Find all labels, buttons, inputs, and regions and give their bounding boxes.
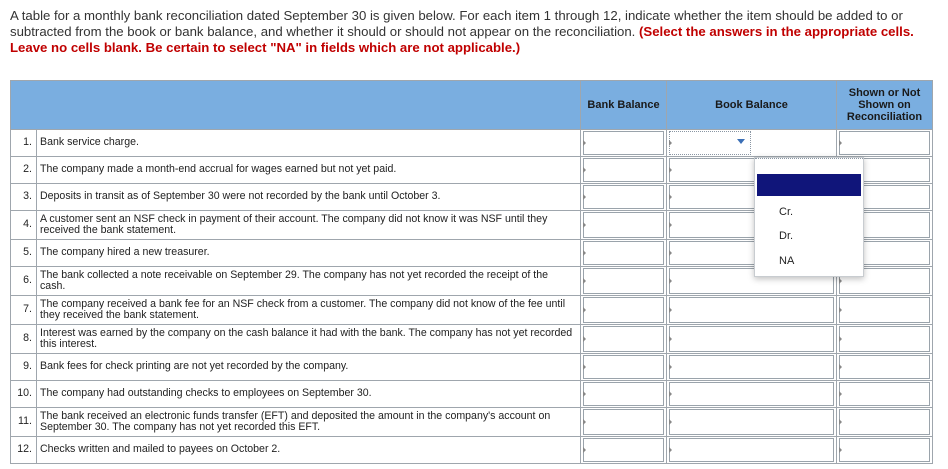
instructions xyxy=(10,8,930,56)
dropdown-border xyxy=(755,158,863,161)
header-shown: Shown or Not Shown on Reconciliation xyxy=(837,81,933,130)
shown-select[interactable] xyxy=(839,438,930,462)
bank-balance-select[interactable] xyxy=(583,185,664,209)
instructions-text: A table for a monthly bank reconciliation dated September 30 is given below. For each item 1 through 12, indicate whether the item should be added to or subtracted from the book or bank balance, and whether it should or should not appear on the reconciliation. xyxy=(10,8,903,39)
item-description: The company made a month-end accrual for wages earned but not yet paid. xyxy=(37,157,581,184)
item-description: Checks written and mailed to payees on October 2. xyxy=(37,437,581,464)
bank-balance-select[interactable] xyxy=(583,438,664,462)
shown-select[interactable] xyxy=(839,382,930,406)
dropdown-option-dr[interactable]: Dr. xyxy=(779,230,794,242)
dropdown-highlighted-option[interactable] xyxy=(757,174,861,196)
item-description: The company hired a new treasurer. xyxy=(37,240,581,267)
bank-balance-select[interactable] xyxy=(583,409,664,435)
bank-balance-select[interactable] xyxy=(583,326,664,352)
book-balance-select[interactable] xyxy=(669,382,834,406)
header-bank-balance: Bank Balance xyxy=(581,81,667,130)
dropdown-menu xyxy=(754,157,864,277)
book-balance-select[interactable] xyxy=(669,326,834,352)
item-number: 1. xyxy=(11,130,37,157)
header-blank xyxy=(11,81,581,130)
item-number: 8. xyxy=(11,325,37,354)
book-balance-select[interactable] xyxy=(669,355,834,379)
chevron-down-icon[interactable] xyxy=(737,139,745,144)
bank-balance-select[interactable] xyxy=(583,131,664,155)
dropdown-option-na[interactable]: NA xyxy=(779,255,795,267)
item-number: 11. xyxy=(11,408,37,437)
shown-select[interactable] xyxy=(839,326,930,352)
bank-balance-select[interactable] xyxy=(583,382,664,406)
bank-balance-select[interactable] xyxy=(583,158,664,182)
shown-select[interactable] xyxy=(839,131,930,155)
bank-balance-select[interactable] xyxy=(583,241,664,265)
item-description: Deposits in transit as of September 30 were not recorded by the bank until October 3. xyxy=(37,184,581,211)
item-description: Bank service charge. xyxy=(37,130,581,157)
item-description: A customer sent an NSF check in payment of their account. The company did not know it was NSF until they received the bank statement. xyxy=(37,211,581,240)
item-number: 7. xyxy=(11,296,37,325)
item-number: 6. xyxy=(11,267,37,296)
item-number: 12. xyxy=(11,437,37,464)
item-description: Bank fees for check printing are not yet recorded by the company. xyxy=(37,354,581,381)
bank-balance-select[interactable] xyxy=(583,355,664,379)
item-description: The bank collected a note receivable on September 29. The company has not yet recorded the receipt of the cash. xyxy=(37,267,581,296)
shown-select[interactable] xyxy=(839,409,930,435)
bank-balance-select[interactable] xyxy=(583,297,664,323)
item-description: Interest was earned by the company on the cash balance it had with the bank. The company has not yet recorded this interest. xyxy=(37,325,581,354)
item-number: 10. xyxy=(11,381,37,408)
item-description: The company had outstanding checks to employees on September 30. xyxy=(37,381,581,408)
dropdown-option-cr[interactable]: Cr. xyxy=(779,206,794,218)
item-number: 2. xyxy=(11,157,37,184)
shown-select[interactable] xyxy=(839,355,930,379)
book-balance-select[interactable] xyxy=(669,131,751,155)
header-book-balance: Book Balance xyxy=(667,81,837,130)
item-number: 3. xyxy=(11,184,37,211)
bank-balance-select[interactable] xyxy=(583,212,664,238)
book-balance-select[interactable] xyxy=(669,297,834,323)
instructions-required: (Select the answers in the appropriate cells. Leave no cells blank. Be certain to select "NA" in fields which are not applicable.) xyxy=(10,24,914,55)
item-number: 5. xyxy=(11,240,37,267)
item-description: The bank received an electronic funds transfer (EFT) and deposited the amount in the company's account on September 30. The company has not yet recorded this EFT. xyxy=(37,408,581,437)
item-description: The company received a bank fee for an NSF check from a customer. The company did not know of the fee until they received the bank statement. xyxy=(37,296,581,325)
book-balance-select[interactable] xyxy=(669,409,834,435)
book-balance-select[interactable] xyxy=(669,438,834,462)
shown-select[interactable] xyxy=(839,297,930,323)
bank-balance-select[interactable] xyxy=(583,268,664,294)
item-number: 4. xyxy=(11,211,37,240)
item-number: 9. xyxy=(11,354,37,381)
